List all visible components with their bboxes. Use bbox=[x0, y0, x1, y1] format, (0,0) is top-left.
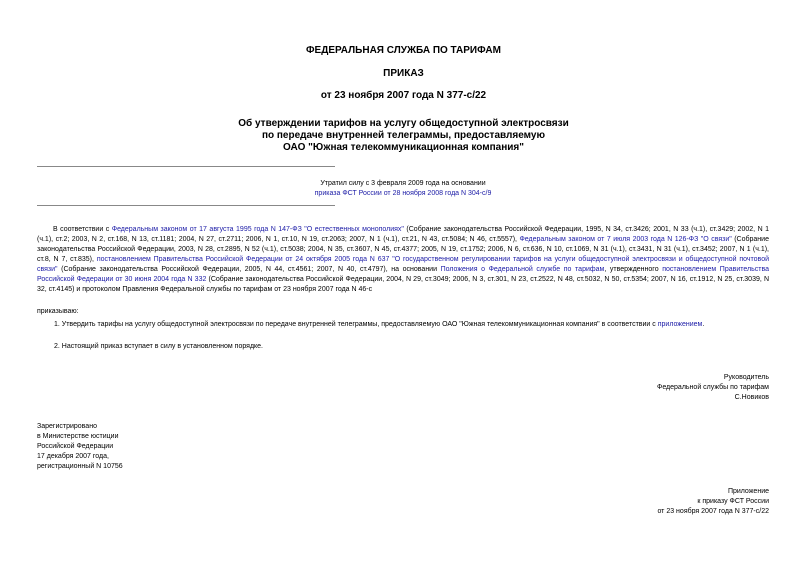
registration-block bbox=[37, 422, 123, 472]
signature-title: Руководитель bbox=[723, 374, 769, 381]
link-law-147[interactable]: Федеральным законом от 17 августа 1995 года N 147-ФЗ "О естественных монополиях" bbox=[111, 226, 404, 233]
divider-bottom bbox=[37, 205, 335, 206]
order-item-1-text: 1. Утвердить тарифы на услугу общедоступной электросвязи по передаче внутренней телеграммы, предоставляемую ОАО "Южная телекоммуникационная компания" в соответствии с bbox=[54, 321, 658, 328]
registration-line-3: Российской Федерации bbox=[37, 443, 114, 450]
link-appendix[interactable]: приложением bbox=[657, 321, 703, 328]
doc-type: ПРИКАЗ bbox=[383, 68, 424, 79]
preamble-text-2: (Собрание законодательства Российской Федерации, 1995, N 34, ст.3426; 2001, N 33 (ч.1), ст.3429; 2002, N 1 (ч.1), ст.2; 2003, N 2, ст.168, N 13, ст.1181; 2004, N 27, ст.2711; 2006, N 1, ст.10, N 19, ст.2063; 2007, N 1 (ч.1), ст.21, N 43, ст.5084; N 46, ст.5557), bbox=[37, 226, 770, 243]
status-note: Утратил силу с 3 февраля 2009 года на основании bbox=[320, 180, 486, 187]
link-fts-regulation[interactable]: Положения о Федеральной службе по тарифам bbox=[440, 266, 605, 273]
signature-agency: Федеральной службы по тарифам bbox=[657, 384, 769, 391]
registration-line-2: в Министерстве юстиции bbox=[37, 433, 119, 440]
agency-name: ФЕДЕРАЛЬНАЯ СЛУЖБА ПО ТАРИФАМ bbox=[306, 45, 501, 56]
title-line-1: Об утверждении тарифов на услугу общедоступной электросвязи bbox=[238, 118, 569, 129]
preamble-paragraph bbox=[37, 225, 769, 295]
repeal-order-link[interactable]: приказа ФСТ России от 28 ноября 2008 года N 304-с/9 bbox=[314, 190, 492, 197]
title-line-2: по передаче внутренней телеграммы, предоставляемую bbox=[261, 130, 546, 141]
registration-number: регистрационный N 10756 bbox=[37, 463, 123, 470]
appendix-block bbox=[657, 487, 769, 517]
preamble-text-6: (Собрание законодательства Российской Федерации, 2004, N 29, ст.3049; 2006, N 3, ст.301, N 23, ст.2522, N 48, ст.5032, N 50, ст.5354; 2007, N 16, ст.1912, N 25, ст.3039, N 32, ст.4145) и протоколом Правления Федеральной службы по тарифам от 23 ноября 2007 года N 46-с bbox=[37, 276, 770, 293]
signature-block bbox=[657, 373, 769, 403]
title-line-3: ОАО "Южная телекоммуникационная компания" bbox=[283, 142, 524, 153]
link-law-126[interactable]: Федеральным законом от 7 июля 2003 года N 126-ФЗ "О связи" bbox=[519, 236, 732, 243]
registration-date: 17 декабря 2007 года, bbox=[37, 453, 109, 460]
link-resolution-332[interactable]: постановлением Правительства Российской Федерации от 30 июня 2004 года N 332 bbox=[37, 266, 769, 283]
order-item-1 bbox=[54, 320, 769, 330]
registration-line-1: Зарегистрировано bbox=[37, 423, 97, 430]
preamble-text-5: , утвержденного bbox=[604, 266, 663, 273]
divider-top bbox=[37, 166, 335, 167]
link-resolution-637[interactable]: постановлением Правительства Российской Федерации от 24 октября 2005 года N 637 "О государственном регулировании тарифов на услуги общедоступной электросвязи и общедоступной почтовой связи" bbox=[37, 256, 769, 273]
order-item-1-end: . bbox=[702, 321, 705, 328]
order-item-2: 2. Настоящий приказ вступает в силу в установленном порядке. bbox=[54, 343, 264, 350]
preamble-text-3: (Собрание законодательства Российской Федерации, 2003, N 28, ст.2895, N 52 (ч.1), ст.5038; 2004, N 35, ст.3607, N 45, ст.4377; 2005, N 19, ст.1752; 2006, N 6, ст.636, N 10, ст.1069, N 31 (ч.1), ст.3431, N 31 (ч.1), ст.3452; 2007, N 1 (ч.1), ст.8, N 7, ст.835), bbox=[37, 236, 769, 263]
doc-title bbox=[0, 118, 807, 154]
doc-date-number: от 23 ноября 2007 года N 377-с/22 bbox=[320, 90, 487, 101]
appendix-date-number: от 23 ноября 2007 года N 377-с/22 bbox=[657, 508, 769, 515]
preamble-text-4: (Собрание законодательства Российской Федерации, 2005, N 44, ст.4561; 2007, N 40, ст.4797), на основании bbox=[57, 266, 441, 273]
appendix-title: Приложение bbox=[727, 488, 769, 495]
signature-name: С.Новиков bbox=[734, 394, 769, 401]
appendix-ref: к приказу ФСТ России bbox=[697, 498, 769, 505]
order-intro: приказываю: bbox=[37, 308, 79, 315]
preamble-text-1: В соответствии с bbox=[53, 226, 112, 233]
